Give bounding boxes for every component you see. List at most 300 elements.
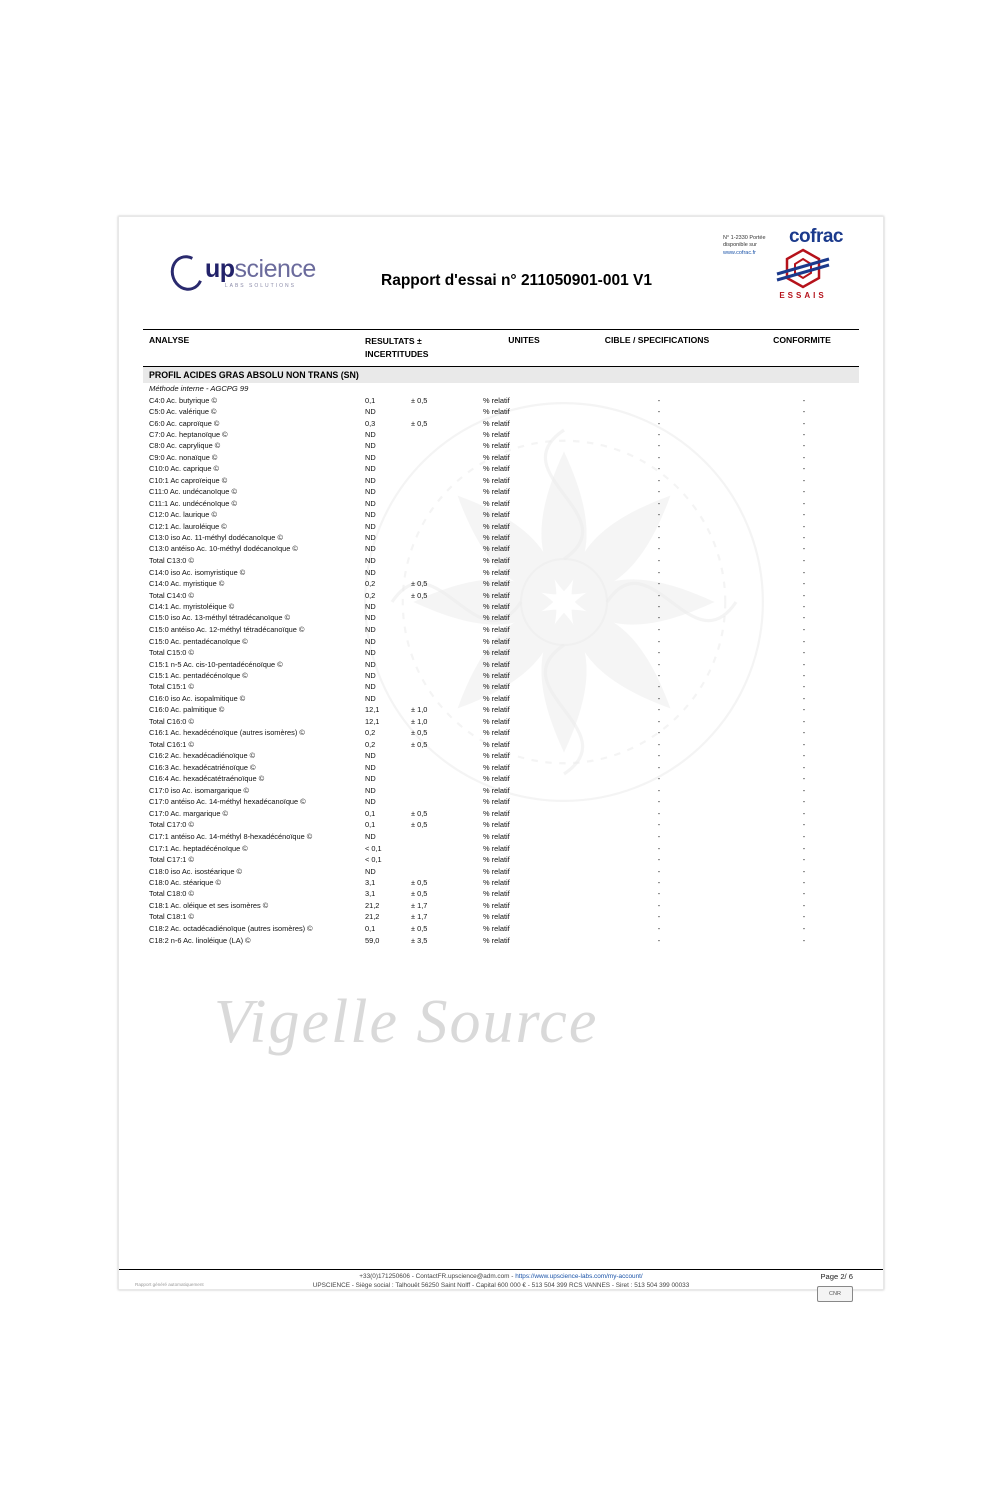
- cell-cible: -: [657, 682, 661, 692]
- cell-result: [365, 453, 481, 462]
- cell-conformite: -: [802, 475, 806, 485]
- table-row: [143, 831, 859, 843]
- cell-result-uncertainty: ± 0,5: [411, 728, 428, 738]
- cell-result-uncertainty: [411, 844, 471, 853]
- cell-conformite: -: [802, 785, 806, 795]
- cell-conformite: -: [802, 556, 806, 566]
- cell-unit: % relatif: [483, 739, 510, 749]
- cell-unit: % relatif: [483, 395, 510, 405]
- cell-result: [365, 556, 481, 565]
- cell-unit: % relatif: [483, 751, 510, 761]
- cell-analyse: C18:1 Ac. oléique et ses isomères ©: [149, 900, 269, 910]
- cell-result-uncertainty: [411, 556, 471, 565]
- table-row: [143, 406, 859, 417]
- cell-unit: % relatif: [483, 613, 510, 623]
- cell-result-uncertainty: [411, 533, 471, 542]
- cell-result-value: ND: [365, 441, 376, 451]
- cell-cible: -: [657, 923, 661, 933]
- cell-unit: % relatif: [483, 636, 510, 646]
- cell-cible: -: [657, 797, 661, 807]
- cell-cible: -: [657, 808, 661, 818]
- cell-result-value: 59,0: [365, 935, 380, 945]
- cell-analyse: C15:0 Ac. pentadécanoïque ©: [149, 636, 248, 646]
- cell-result-uncertainty: ± 1,0: [411, 716, 428, 726]
- cell-conformite: -: [802, 613, 806, 623]
- table-row: [143, 440, 859, 451]
- cell-result-value: ND: [365, 407, 376, 417]
- cell-cible: -: [657, 705, 661, 715]
- cell-analyse: C15:0 iso Ac. 13-méthyl tétradécanoïque ©: [149, 613, 291, 623]
- cell-cible: -: [657, 774, 661, 784]
- cell-unit: % relatif: [483, 831, 510, 841]
- cell-result-value: ND: [365, 544, 376, 554]
- cell-conformite: -: [802, 797, 806, 807]
- cell-cible: -: [657, 716, 661, 726]
- cell-cible: -: [657, 866, 661, 876]
- cell-unit: % relatif: [483, 670, 510, 680]
- cell-conformite: -: [802, 935, 806, 945]
- cell-conformite: -: [802, 624, 806, 634]
- table-row: [143, 429, 859, 440]
- logo-up-text: up: [205, 255, 235, 283]
- table-row: [143, 589, 859, 600]
- cell-result-uncertainty: [411, 407, 471, 416]
- cell-result: [365, 533, 481, 542]
- cell-conformite: -: [802, 579, 806, 589]
- cell-conformite: -: [802, 601, 806, 611]
- footer-url[interactable]: https://www.upscience-labs.com/my-account/: [515, 1273, 643, 1280]
- cell-result-uncertainty: [411, 476, 471, 485]
- column-header-resultats-line2: INCERTITUDES: [365, 349, 429, 360]
- cell-analyse: Total C18:1 ©: [149, 912, 194, 922]
- cell-result-value: 12,1: [365, 705, 380, 715]
- cell-result-uncertainty: ± 0,5: [411, 579, 428, 589]
- cofrac-accreditation-block: [683, 227, 843, 300]
- table-row: [143, 520, 859, 531]
- footer-tiny-note: Rapport généré automatiquement: [135, 1282, 204, 1287]
- cell-cible: -: [657, 510, 661, 520]
- cell-cible: -: [657, 498, 661, 508]
- table-row: [143, 854, 859, 865]
- table-row: [143, 647, 859, 658]
- cell-analyse: C14:0 iso Ac. isomyristique ©: [149, 567, 246, 577]
- cell-result-uncertainty: [411, 855, 471, 864]
- table-row: [143, 418, 859, 429]
- footer-email: ContactFR.upscience@adm.com -: [415, 1273, 514, 1280]
- cell-cible: -: [657, 441, 661, 451]
- cell-conformite: -: [802, 464, 806, 474]
- table-row: [143, 475, 859, 486]
- cell-conformite: -: [802, 532, 806, 542]
- cell-unit: % relatif: [483, 808, 510, 818]
- cell-analyse: Total C15:0 ©: [149, 648, 194, 658]
- cell-result: [365, 407, 481, 416]
- report-title: Rapport d'essai n° 211050901-001 V1: [381, 272, 652, 289]
- footer-page-number: Page 2/ 6: [820, 1272, 853, 1281]
- table-row: [143, 819, 859, 830]
- cell-cible: -: [657, 521, 661, 531]
- document-sheet: [118, 216, 884, 1297]
- cell-cible: -: [657, 693, 661, 703]
- cell-analyse: Total C15:1 ©: [149, 682, 194, 692]
- table-row: [143, 808, 859, 819]
- cell-result: [365, 396, 481, 405]
- cell-result-value: < 0,1: [365, 843, 382, 853]
- cell-cible: -: [657, 900, 661, 910]
- cell-result-value: 0,1: [365, 820, 376, 830]
- cell-result: [365, 625, 481, 635]
- cell-conformite: -: [802, 923, 806, 933]
- cell-cible: -: [657, 935, 661, 945]
- cell-result-uncertainty: [411, 751, 471, 760]
- cell-result-value: ND: [365, 659, 376, 669]
- cell-result-value: 0,3: [365, 418, 376, 428]
- cell-unit: % relatif: [483, 624, 510, 634]
- cell-result-uncertainty: [411, 499, 471, 508]
- table-row: [143, 578, 859, 589]
- cell-cible: -: [657, 395, 661, 405]
- cell-cible: -: [657, 670, 661, 680]
- script-watermark: Vigelle Source: [214, 988, 599, 1056]
- cell-result: [365, 510, 481, 519]
- cell-unit: % relatif: [483, 498, 510, 508]
- cell-cible: -: [657, 430, 661, 440]
- cell-result-uncertainty: [411, 648, 471, 657]
- cell-result-value: < 0,1: [365, 855, 382, 865]
- cell-analyse: C15:0 antéiso Ac. 12-méthyl tétradécanoïque ©: [149, 624, 305, 634]
- table-row: [143, 543, 859, 555]
- table-row: [143, 463, 859, 474]
- cell-unit: % relatif: [483, 648, 510, 658]
- table-row: [143, 923, 859, 935]
- cell-result-uncertainty: ± 0,5: [411, 923, 428, 933]
- cell-conformite: -: [802, 855, 806, 865]
- cell-result: [365, 637, 481, 646]
- cell-conformite: -: [802, 659, 806, 669]
- cell-conformite: -: [802, 567, 806, 577]
- logo-wordmark: [205, 257, 316, 282]
- cell-result-value: ND: [365, 464, 376, 474]
- footer-phone: +33(0)171250606 -: [359, 1273, 414, 1280]
- cell-unit: % relatif: [483, 877, 510, 887]
- table-row: [143, 796, 859, 808]
- cell-conformite: -: [802, 452, 806, 462]
- cell-result-value: 21,2: [365, 900, 380, 910]
- cell-analyse: Total C16:0 ©: [149, 716, 194, 726]
- cell-unit: % relatif: [483, 728, 510, 738]
- cell-unit: % relatif: [483, 820, 510, 830]
- cell-conformite: -: [802, 510, 806, 520]
- upscience-logo: [171, 255, 316, 291]
- cell-result-uncertainty: ± 1,7: [411, 900, 428, 910]
- cell-result: [365, 544, 481, 554]
- cell-cible: -: [657, 544, 661, 554]
- cell-analyse: C16:3 Ac. hexadécatriénoïque ©: [149, 762, 256, 772]
- cell-cible: -: [657, 877, 661, 887]
- cell-cible: -: [657, 648, 661, 658]
- cell-result-uncertainty: ± 1,0: [411, 705, 428, 715]
- cell-result-value: ND: [365, 693, 376, 703]
- table-row: [143, 555, 859, 566]
- cell-cible: -: [657, 613, 661, 623]
- cell-conformite: -: [802, 418, 806, 428]
- cell-result-value: ND: [365, 601, 376, 611]
- cell-conformite: -: [802, 866, 806, 876]
- cell-result: [365, 774, 481, 783]
- cell-result-uncertainty: ± 3,5: [411, 935, 428, 945]
- cell-result-value: ND: [365, 510, 376, 520]
- cell-unit: % relatif: [483, 579, 510, 589]
- cell-analyse: Total C14:0 ©: [149, 590, 194, 600]
- table-row: [143, 693, 859, 704]
- cell-conformite: -: [802, 407, 806, 417]
- cell-analyse: C16:4 Ac. hexadécatétraénoïque ©: [149, 774, 265, 784]
- document-footer: [119, 1269, 883, 1297]
- cell-analyse: C17:1 antéiso Ac. 14-méthyl 8-hexadécénoïque ©: [149, 831, 313, 841]
- table-body: [143, 395, 859, 946]
- cell-result-value: 21,2: [365, 912, 380, 922]
- cell-result: [365, 717, 481, 726]
- cell-analyse: C11:0 Ac. undécanoïque ©: [149, 487, 237, 497]
- cell-result: [365, 705, 481, 714]
- section-band-title: PROFIL ACIDES GRAS ABSOLU NON TRANS (SN): [143, 367, 859, 383]
- footer-contact-line: [119, 1270, 883, 1280]
- cofrac-note: [723, 235, 766, 257]
- cell-analyse: C6:0 Ac. caproïque ©: [149, 418, 220, 428]
- logo-science-text: science: [234, 255, 316, 283]
- cell-result-value: ND: [365, 831, 376, 841]
- cell-result: [365, 844, 481, 853]
- cell-unit: % relatif: [483, 418, 510, 428]
- cell-unit: % relatif: [483, 475, 510, 485]
- cell-cible: -: [657, 624, 661, 634]
- cell-result: [365, 522, 481, 531]
- cell-result-value: ND: [365, 521, 376, 531]
- cell-result: [365, 694, 481, 703]
- cell-unit: % relatif: [483, 659, 510, 669]
- cell-result-uncertainty: [411, 613, 471, 622]
- cell-unit: % relatif: [483, 774, 510, 784]
- cell-unit: % relatif: [483, 900, 510, 910]
- table-row: [143, 612, 859, 623]
- cell-result: [365, 648, 481, 657]
- cell-analyse: C15:1 n-5 Ac. cis-10-pentadécénoïque ©: [149, 659, 283, 669]
- table-row: [143, 877, 859, 888]
- cell-cible: -: [657, 751, 661, 761]
- cell-cible: -: [657, 407, 661, 417]
- cell-cible: -: [657, 739, 661, 749]
- cell-result-value: ND: [365, 532, 376, 542]
- cell-result-value: 0,2: [365, 728, 376, 738]
- cell-result: [365, 602, 481, 611]
- cell-unit: % relatif: [483, 430, 510, 440]
- cell-analyse: Total C16:1 ©: [149, 739, 194, 749]
- cell-unit: % relatif: [483, 843, 510, 853]
- cell-result-value: ND: [365, 682, 376, 692]
- cell-unit: % relatif: [483, 544, 510, 554]
- cell-result-uncertainty: [411, 694, 471, 703]
- table-row: [143, 762, 859, 773]
- cell-unit: % relatif: [483, 682, 510, 692]
- column-header-resultats-line1: RESULTATS ±: [365, 336, 422, 346]
- cell-conformite: -: [802, 751, 806, 761]
- cell-analyse: C14:1 Ac. myristoléique ©: [149, 601, 235, 611]
- cell-result: [365, 855, 481, 864]
- cell-unit: % relatif: [483, 532, 510, 542]
- cell-analyse: C7:0 Ac. heptanoïque ©: [149, 430, 228, 440]
- table-row: [143, 888, 859, 899]
- table-row: [143, 601, 859, 612]
- cell-cible: -: [657, 659, 661, 669]
- cell-result: [365, 786, 481, 795]
- table-row: [143, 486, 859, 497]
- method-label: Méthode interne - AGCPG 99: [149, 383, 249, 393]
- cell-analyse: C18:2 n-6 Ac. linoléique (LA) ©: [149, 935, 251, 945]
- cell-result-uncertainty: [411, 602, 471, 611]
- cell-unit: % relatif: [483, 441, 510, 451]
- cell-unit: % relatif: [483, 866, 510, 876]
- cell-result-uncertainty: [411, 682, 471, 691]
- cell-cible: -: [657, 601, 661, 611]
- cell-result: [365, 832, 481, 842]
- cell-cible: -: [657, 855, 661, 865]
- cell-result-uncertainty: ± 0,5: [411, 820, 428, 830]
- cell-conformite: -: [802, 728, 806, 738]
- cell-result-uncertainty: ± 0,5: [411, 877, 428, 887]
- table-row: [143, 624, 859, 636]
- table-row: [143, 773, 859, 784]
- cell-analyse: C8:0 Ac. caprylique ©: [149, 441, 221, 451]
- cell-result-uncertainty: ± 0,5: [411, 395, 428, 405]
- cell-result-value: ND: [365, 670, 376, 680]
- cell-result-uncertainty: [411, 637, 471, 646]
- table-row: [143, 934, 859, 945]
- cell-result-uncertainty: [411, 510, 471, 519]
- table-row: [143, 567, 859, 578]
- cell-result: [365, 936, 481, 945]
- cell-result-uncertainty: [411, 430, 471, 439]
- cell-result-value: 3,1: [365, 877, 376, 887]
- cell-result: [365, 889, 481, 898]
- cell-analyse: C17:0 Ac. margarique ©: [149, 808, 228, 818]
- table-row: [143, 843, 859, 854]
- table-row: [143, 636, 859, 647]
- table-row: [143, 739, 859, 750]
- cell-result: [365, 820, 481, 829]
- column-header-analyse: ANALYSE: [149, 335, 190, 345]
- cell-conformite: -: [802, 441, 806, 451]
- cell-result: [365, 613, 481, 622]
- cell-result-value: ND: [365, 648, 376, 658]
- cell-result: [365, 740, 481, 749]
- cell-result-value: 0,1: [365, 923, 376, 933]
- cell-result: [365, 579, 481, 588]
- cell-analyse: C18:2 Ac. octadécadiénoïque (autres isomères) ©: [149, 923, 313, 933]
- cell-analyse: Total C18:0 ©: [149, 889, 194, 899]
- cell-result-uncertainty: [411, 774, 471, 783]
- cell-conformite: -: [802, 912, 806, 922]
- cell-cible: -: [657, 579, 661, 589]
- cell-unit: % relatif: [483, 407, 510, 417]
- cell-analyse: C10:1 Ac caproïeique ©: [149, 475, 228, 485]
- cell-unit: % relatif: [483, 487, 510, 497]
- footer-stamp: CNR: [817, 1286, 853, 1302]
- cell-conformite: -: [802, 900, 806, 910]
- cell-unit: % relatif: [483, 923, 510, 933]
- cell-cible: -: [657, 831, 661, 841]
- cell-analyse: C10:0 Ac. caprique ©: [149, 464, 219, 474]
- cell-cible: -: [657, 567, 661, 577]
- cell-result-uncertainty: [411, 453, 471, 462]
- cell-conformite: -: [802, 648, 806, 658]
- cell-result-uncertainty: [411, 786, 471, 795]
- cell-result: [365, 487, 481, 496]
- table-row: [143, 911, 859, 922]
- cell-result: [365, 476, 481, 485]
- cell-analyse: C14:0 Ac. myristique ©: [149, 579, 225, 589]
- cell-analyse: Total C13:0 ©: [149, 556, 194, 566]
- cell-result: [365, 901, 481, 910]
- cell-result-uncertainty: [411, 867, 471, 876]
- cofrac-note-line1: N° 1-2330 Portée: [722, 235, 766, 241]
- cell-result-value: 0,1: [365, 395, 376, 405]
- cell-conformite: -: [802, 716, 806, 726]
- cell-analyse: C13:0 antéiso Ac. 10-méthyl dodécanoïque ©: [149, 544, 298, 554]
- cell-result-value: ND: [365, 785, 376, 795]
- cell-unit: % relatif: [483, 762, 510, 772]
- cell-cible: -: [657, 475, 661, 485]
- cell-result-uncertainty: ± 0,5: [411, 808, 428, 818]
- cofrac-hexagon-icon: [773, 247, 833, 291]
- cell-conformite: -: [802, 877, 806, 887]
- cell-conformite: -: [802, 843, 806, 853]
- table-row: [143, 670, 859, 681]
- cell-conformite: -: [802, 820, 806, 830]
- cell-result-uncertainty: [411, 660, 471, 669]
- cell-cible: -: [657, 728, 661, 738]
- table-row: [143, 681, 859, 692]
- cell-result: [365, 464, 481, 473]
- cell-cible: -: [657, 912, 661, 922]
- cell-result-value: 3,1: [365, 889, 376, 899]
- table-header-row: [143, 329, 859, 367]
- cell-unit: % relatif: [483, 452, 510, 462]
- cell-result-value: ND: [365, 430, 376, 440]
- cell-analyse: C16:0 iso Ac. isopalmitique ©: [149, 693, 246, 703]
- cell-conformite: -: [802, 544, 806, 554]
- cell-result: [365, 728, 481, 738]
- cell-analyse: Total C17:0 ©: [149, 820, 194, 830]
- results-table: [143, 329, 859, 946]
- cell-result-value: ND: [365, 613, 376, 623]
- logo-tagline: LABS SOLUTIONS: [224, 283, 296, 289]
- table-row: [143, 704, 859, 715]
- table-row: [143, 452, 859, 463]
- cell-conformite: -: [802, 739, 806, 749]
- table-row: [143, 900, 859, 911]
- table-row: [143, 532, 859, 543]
- column-header-conformite: CONFORMITE: [773, 335, 831, 345]
- cell-result-uncertainty: [411, 522, 471, 531]
- cell-conformite: -: [802, 693, 806, 703]
- cell-result-value: ND: [365, 475, 376, 485]
- cell-conformite: -: [802, 487, 806, 497]
- cell-conformite: -: [802, 808, 806, 818]
- cell-conformite: -: [802, 590, 806, 600]
- cell-result-uncertainty: [411, 441, 471, 450]
- cell-result: [365, 568, 481, 577]
- cell-analyse: C18:0 Ac. stéarique ©: [149, 877, 222, 887]
